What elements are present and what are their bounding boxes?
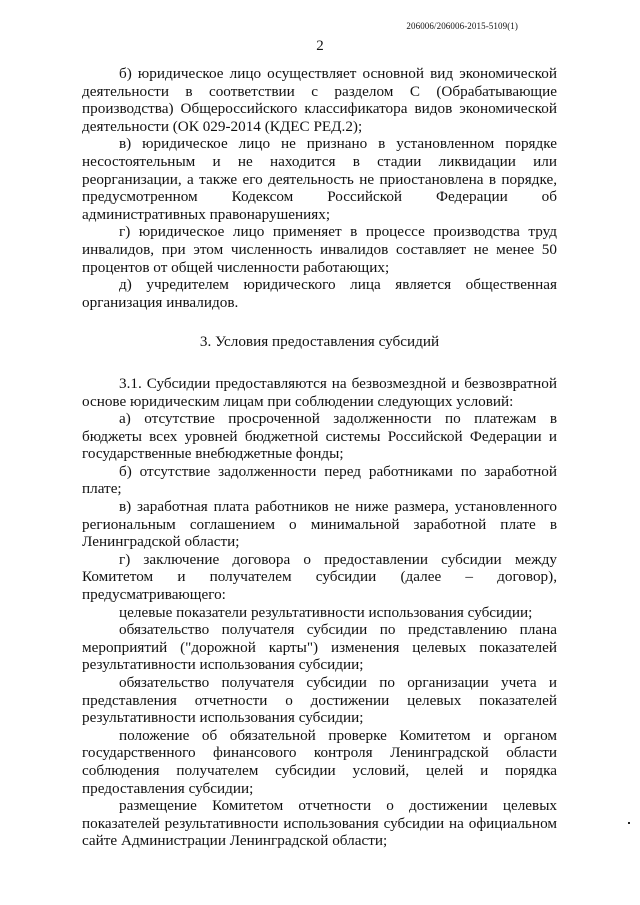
scan-speck <box>628 822 630 824</box>
condition-a-no-debt: а) отсутствие просроченной задолженности по платежам в бюджеты всех уровней бюджетной системы Российской Федерации и государственные внебюджетные фонды; <box>82 410 557 463</box>
condition-v-minimum-wage: в) заработная плата работников не ниже размера, установленного региональным соглашением о минимальной заработной плате в Ленинградской области; <box>82 498 557 551</box>
condition-g-contract: г) заключение договора о предоставлении субсидии между Комитетом и получателем субсидии (далее – договор), предусматривающего: <box>82 550 557 604</box>
document-number: 206006/206006-2015-5109(1) <box>406 21 518 31</box>
document-body <box>82 65 557 850</box>
page-number: 2 <box>316 38 324 54</box>
contract-item-roadmap: обязательство получателя субсидии по представлению плана мероприятий ("дорожной карты") изменения целевых показателей результативности использования субсидии; <box>82 621 557 674</box>
condition-b-no-wage-debt: б) отсутствие задолженности перед работниками по заработной плате; <box>82 462 557 498</box>
paragraph-3-1: 3.1. Субсидии предоставляются на безвозмездной и безвозвратной основе юридическим лицам при соблюдении следующих условий: <box>82 374 557 410</box>
paragraph-b-main-activity: б) юридическое лицо осуществляет основной вид экономической деятельности в соответствии с разделом С (Обрабатывающие производства) Общероссийского классификатора видов экономической деятельности (ОК 029-2014 (КДЕС РЕД.2); <box>82 65 557 135</box>
contract-item-target-indicators: целевые показатели результативности использования субсидии; <box>119 603 533 621</box>
contract-item-reporting: обязательство получателя субсидии по организации учета и представления отчетности о достижении целевых показателей результативности использования субсидии; <box>82 674 557 727</box>
section-title: 3. Условия предоставления субсидий <box>199 333 440 351</box>
paragraph-v-not-bankrupt: в) юридическое лицо не признано в установленном порядке несостоятельным и не находится в стадии ликвидации или реорганизации, а также его деятельность не приостановлена в порядке, предусмотренном Кодексом Российской Федерации об административных правонарушениях; <box>82 135 557 223</box>
contract-item-inspection: положение об обязательной проверке Комитетом и органом государственного финансового контроля Ленинградской области соблюдения получателем субсидии условий, целей и порядка предоставления субсидии; <box>82 726 557 797</box>
contract-item-publication: размещение Комитетом отчетности о достижении целевых показателей результативности использования субсидии на официальном сайте Администрации Ленинградской области; <box>82 797 557 850</box>
paragraph-g-disabled-workers: г) юридическое лицо применяет в процессе производства труд инвалидов, при этом численность инвалидов составляет не менее 50 процентов от общей численности работающих; <box>82 223 557 276</box>
paragraph-d-founder: д) учредителем юридического лица является общественная организация инвалидов. <box>82 276 557 311</box>
